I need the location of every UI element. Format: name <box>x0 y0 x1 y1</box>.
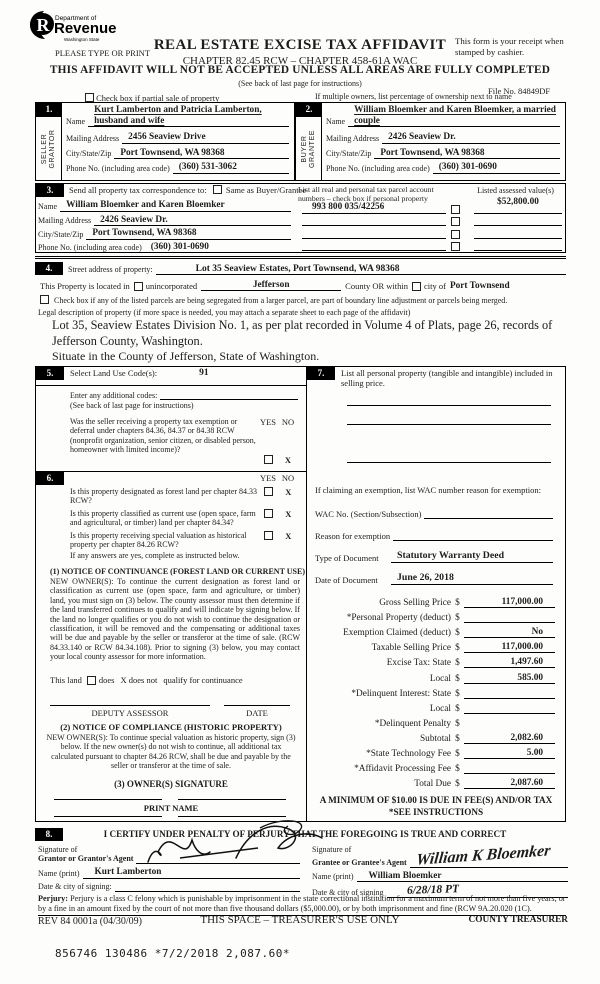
grantee-agent-label: Grantee or Grantee's Agent <box>312 857 407 867</box>
type-or-print-note: PLEASE TYPE OR PRINT <box>55 48 151 58</box>
money-row-total-due <box>315 774 555 789</box>
grantor-name-print-label: Name (print) <box>38 868 80 878</box>
assessed-value-header: Listed assessed value(s) <box>477 186 554 195</box>
svg-text:R: R <box>36 15 50 35</box>
dollar-sign: $ <box>455 628 460 639</box>
buyer-phone-field[interactable]: (360) 301-0690 <box>433 162 560 174</box>
seller-mailing-label: Mailing Address <box>66 133 120 143</box>
logo-brand-text: Revenue <box>54 20 117 37</box>
money-field[interactable] <box>464 703 555 714</box>
buyer-city-field[interactable]: Port Townsend, WA 98368 <box>374 148 560 160</box>
doc-date-label: Date of Document <box>315 574 378 585</box>
s3-name-field[interactable]: William Bloemker and Karen Bloemker <box>60 200 291 212</box>
personal-property-label: List all personal property (tangible and intangible) included in selling price. <box>341 368 553 388</box>
seller-mailing-field[interactable]: 2456 Seaview Drive <box>122 132 289 144</box>
land-use-box <box>35 366 307 822</box>
current-use-yes-checkbox[interactable] <box>264 509 273 518</box>
grantee-signature-field[interactable] <box>410 842 568 869</box>
money-row-exemption <box>315 623 555 638</box>
land-qualify-pre: This land <box>50 675 82 685</box>
money-row-gross <box>315 593 555 608</box>
seller-phone-label: Phone No. (including area code) <box>66 163 170 173</box>
money-row-delinq-local <box>315 699 555 714</box>
s3-city-field[interactable]: Port Townsend, WA 98368 <box>86 228 291 240</box>
grantee-name-print-field[interactable]: William Bloemker <box>357 871 568 883</box>
owner-printname-line-1[interactable] <box>54 816 162 817</box>
reason-exemption-field[interactable] <box>393 531 553 541</box>
exemption-question: Was the seller receiving a property tax exemption or deferral under chapters 84.36, 84.37 or 84.38 RCW (nonprofit organization, senior citizen, or disabled person, homeowner with limited income)? <box>70 417 256 455</box>
doc-type-field[interactable]: Statutory Warranty Deed <box>391 551 553 563</box>
dor-logo <box>28 8 132 53</box>
seller-role-strip <box>36 117 62 180</box>
logo-dept-text: Department of <box>55 15 97 22</box>
does-not-answer: X does not <box>120 675 158 685</box>
logo-state-text: Washington State <box>64 37 100 42</box>
street-address-field[interactable]: Lot 35 Seaview Estates, Port Townsend, WA 98368 <box>156 264 566 276</box>
dollar-sign: $ <box>455 598 460 609</box>
personal-property-field-2[interactable] <box>347 424 551 425</box>
assessed-value-field-2[interactable] <box>474 214 562 227</box>
reason-exemption-label: Reason for exemption <box>315 531 391 541</box>
s5-yes-header: YES <box>259 417 277 427</box>
minimum-fee-note: A MINIMUM OF $10.00 IS DUE IN FEE(S) AND/OR TAX <box>319 795 553 805</box>
money-label: Local <box>429 673 451 684</box>
seller-grantor-box <box>35 102 295 181</box>
dollar-sign: $ <box>455 764 460 775</box>
dollar-sign: $ <box>455 643 460 654</box>
file-number: File No. 84849DF <box>488 86 551 96</box>
if-yes-note: If any answers are yes, complete as instructed below. <box>70 551 240 561</box>
county-field[interactable]: Jefferson <box>201 280 341 291</box>
personal-property-checkbox-2[interactable] <box>451 217 460 226</box>
money-label: *Delinquent Interest: State <box>351 688 451 699</box>
grantee-date-handwriting: 6/28/18 PT <box>406 883 459 897</box>
s3-phone-label: Phone No. (including area code) <box>38 243 142 252</box>
s3-phone-field[interactable]: (360) 301-0690 <box>145 242 291 254</box>
grantee-date-city-label: Date & city of signing <box>312 887 384 897</box>
buyer-role-strip <box>296 117 322 180</box>
dollar-sign: $ <box>455 749 460 760</box>
personal-property-checkbox-3[interactable] <box>451 230 460 239</box>
buyer-mailing-field[interactable]: 2426 Seaview Dr. <box>382 132 560 144</box>
seller-role-line1: SELLER <box>40 133 48 164</box>
personal-property-checkbox-4[interactable] <box>451 242 460 251</box>
dollar-sign: $ <box>455 658 460 669</box>
continuance-title: (1) NOTICE OF CONTINUANCE (FOREST LAND OR CURRENT USE) <box>50 567 305 576</box>
s6-no-header: NO <box>281 473 295 483</box>
segregated-checkbox[interactable] <box>40 295 49 304</box>
money-row-excise-local <box>315 668 555 683</box>
grantee-signature-handwriting: William K Bloemker <box>415 842 552 869</box>
print-name-label: PRINT NAME <box>143 803 199 813</box>
situate-line: Situate in the County of Jefferson, State of Washington. <box>52 349 320 363</box>
dollar-sign: $ <box>455 703 460 714</box>
money-field[interactable] <box>464 718 555 729</box>
section7-number: 7. <box>307 367 335 380</box>
current-use-no-answer: X <box>285 508 292 519</box>
owner-printname-line-2[interactable] <box>178 816 286 817</box>
money-table <box>315 593 555 789</box>
form-subtitle: CHAPTER 82.45 RCW – CHAPTER 458-61A WAC <box>182 55 418 67</box>
dollar-sign: $ <box>455 688 460 699</box>
s5-no-answer: X <box>284 455 292 465</box>
money-label: *State Technology Fee <box>366 749 451 760</box>
assessed-value-field-4[interactable] <box>474 239 562 252</box>
grantor-agent-label: Grantor or Grantor's Agent <box>38 854 134 863</box>
personal-property-field-1[interactable] <box>347 405 551 406</box>
seller-name-field[interactable]: Kurt Lamberton and Patricia Lamberton, husband and wife <box>88 105 289 127</box>
personal-property-box <box>307 366 566 822</box>
grantee-name-print-label: Name (print) <box>312 872 354 881</box>
deputy-assessor-label: DEPUTY ASSESSOR <box>91 708 169 718</box>
money-field[interactable]: 1,497.60 <box>464 657 555 668</box>
money-label: Gross Selling Price <box>379 598 451 609</box>
parcel-number-field-1[interactable]: 993 800 035/42256 <box>302 202 446 214</box>
money-field[interactable]: 2,082.60 <box>464 733 555 744</box>
money-label: Total Due <box>414 779 451 790</box>
s5-no-header: NO <box>281 417 295 427</box>
claiming-exemption-label: If claiming an exemption, list WAC number reason for exemption: <box>315 485 541 495</box>
does-qualify-checkbox[interactable] <box>87 676 96 685</box>
money-row-personal <box>315 608 555 623</box>
county-or-label: County OR within <box>345 281 408 291</box>
parcel-number-field-2[interactable] <box>302 216 446 226</box>
s3-city-label: City/State/Zip <box>38 229 84 239</box>
money-label: *Personal Property (deduct) <box>346 613 451 624</box>
wac-number-field[interactable] <box>424 509 553 519</box>
owner-signature-line-1[interactable] <box>54 799 162 800</box>
compliance-title: (2) NOTICE OF COMPLIANCE (HISTORIC PROPERTY) <box>60 722 282 732</box>
grantee-signature-of-label: Signature of <box>312 845 352 854</box>
buyer-phone-label: Phone No. (including area code) <box>326 163 430 173</box>
warning-line: THIS AFFIDAVIT WILL NOT BE ACCEPTED UNLESS ALL AREAS ARE FULLY COMPLETED <box>49 64 551 76</box>
money-label: *Affidavit Processing Fee <box>354 764 451 775</box>
see-instructions-note: *SEE INSTRUCTIONS <box>388 807 484 817</box>
personal-property-checkbox-1[interactable] <box>451 205 460 214</box>
s3-mailing-field[interactable]: 2426 Seaview Dr. <box>94 215 291 227</box>
land-use-code-value[interactable]: 91 <box>199 368 209 378</box>
buyer-name-field[interactable]: William Bloemker and Karen Bloemker, a married couple <box>348 105 560 127</box>
money-row-taxable <box>315 638 555 653</box>
street-address-label: Street address of property: <box>68 265 153 274</box>
deputy-assessor-signature-line[interactable] <box>50 705 210 706</box>
dollar-sign: $ <box>455 779 460 790</box>
money-field[interactable]: 117,000.00 <box>464 642 555 653</box>
money-field[interactable]: 117,000.00 <box>464 597 555 608</box>
doc-type-label: Type of Document <box>315 552 379 563</box>
money-field[interactable]: 2,087.60 <box>464 778 555 789</box>
money-label: Excise Tax: State <box>386 658 451 669</box>
continuance-text: NEW OWNER(S): To continue the current designation as forest land or classification as current use (open space, farm and agriculture, or timber) land, you must sign on (3) below. The county assessor must then determine if the land transferred continues to qualify and will indicate by signing below. If the land no longer qualifies or you do not wish to continue the designation or classification, it will be removed and the compensating or additional taxes will be due and payable by the seller or transferor at the time of sale. (RCW 84.33.140 or RCW 84.34.108). Prior to signing (3) below, you may contact your local county assessor for more information. <box>50 577 300 662</box>
grantor-date-city-label: Date & city of signing: <box>38 881 112 891</box>
money-row-subtotal <box>315 729 555 744</box>
historical-no-answer: X <box>285 530 292 541</box>
divider-double-rule <box>35 256 566 259</box>
owner-signature-line-2[interactable] <box>178 799 286 800</box>
perjury-paragraph <box>38 894 566 916</box>
money-label: *Delinquent Penalty <box>374 718 451 729</box>
forest-no-answer: X <box>285 487 292 497</box>
seller-role-line2: GRANTOR <box>48 128 56 169</box>
buyer-grantee-box <box>295 102 566 181</box>
property-located-label: This Property is located in <box>40 281 130 291</box>
s3-name-label: Name <box>38 201 58 211</box>
city-checkbox[interactable] <box>412 282 421 291</box>
deputy-date-line[interactable] <box>224 705 290 706</box>
money-field[interactable] <box>464 612 555 623</box>
land-qualify-post: qualify for continuance <box>163 675 243 685</box>
assessed-value-field-1[interactable]: $52,800.00 <box>474 197 562 214</box>
money-field[interactable] <box>464 763 555 774</box>
buyer-role-line2: GRANTEE <box>308 129 316 168</box>
city-of-label: city of <box>423 281 446 291</box>
segregated-label: Check box if any of the listed parcels are being segregated from a larger parcel, are part of boundary line adjustment or parcels being merged. <box>54 296 508 305</box>
section6-number: 6. <box>36 472 64 485</box>
send-correspondence-label: Send all property tax correspondence to: <box>69 185 207 195</box>
section4-number: 4. <box>35 262 63 275</box>
money-field[interactable]: No <box>464 627 555 638</box>
section2-number: 2. <box>296 103 322 117</box>
legal-description-label: Legal description of property (if more space is needed, you may attach a separate sheet to each page of the affidavit) <box>38 308 411 317</box>
seller-phone-field[interactable]: (360) 531-3062 <box>173 162 289 174</box>
tax-correspondence-box <box>35 183 566 253</box>
money-row-processing-fee <box>315 759 555 774</box>
see-back-note: (See back of last page for instructions) <box>238 79 362 88</box>
s6-yes-header: YES <box>259 473 277 483</box>
wac-number-label: WAC No. (Section/Subsection) <box>315 509 422 519</box>
does-label: does <box>98 675 115 685</box>
grantor-name-print-field[interactable]: Kurt Lamberton <box>83 867 300 879</box>
s5-yes-checkbox[interactable] <box>264 455 273 464</box>
money-field[interactable]: 585.00 <box>464 673 555 684</box>
doc-date-field[interactable]: June 26, 2018 <box>391 573 553 585</box>
grantor-signature-of-label: Signature of <box>38 845 78 854</box>
treasurer-space-label: THIS SPACE – TREASURER'S USE ONLY <box>200 914 400 926</box>
perjury-text: Perjury is a class C felony which is punishable by imprisonment in the state correctional institution for a maximum term of not more than five years, or by a fine in an amount fixed by the court of not more than five thousand dollars ($5,000.00), or by both imprisonment and fine (RCW 9A.20.020 (1C). <box>38 894 566 913</box>
parcel-number-field-4[interactable] <box>302 241 446 251</box>
seller-city-label: City/State/Zip <box>66 149 112 158</box>
unincorporated-label: unincorporated <box>145 281 198 291</box>
dollar-sign: $ <box>455 673 460 684</box>
money-row-excise-state <box>315 653 555 668</box>
historical-yes-checkbox[interactable] <box>264 531 273 540</box>
section1-number: 1. <box>36 103 62 117</box>
form-title: REAL ESTATE EXCISE TAX AFFIDAVIT <box>153 37 447 53</box>
money-field[interactable] <box>464 688 555 699</box>
money-field[interactable]: 5.00 <box>464 748 555 759</box>
county-treasurer-label: COUNTY TREASURER <box>468 915 568 925</box>
personal-property-field-3[interactable] <box>347 462 551 463</box>
dor-logo-graphic <box>28 8 132 48</box>
perjury-bold-label: Perjury: <box>38 894 69 903</box>
money-row-delinq-state <box>315 684 555 699</box>
treasurer-stamp: 856746 130486 *7/2/2018 2,087.60* <box>55 947 291 960</box>
same-as-buyer-checkbox[interactable] <box>213 185 222 194</box>
partial-sale-checkbox[interactable] <box>85 93 94 102</box>
money-label: Exemption Claimed (deduct) <box>343 628 451 639</box>
compliance-text: NEW OWNER(S): To continue special valuation as historic property, sign (3) below. If the new owner(s) do not wish to continue, all additional tax calculated pursuant to chapter 84.26 RCW, shall be due and payable by the seller or transferor at the time of sale. <box>46 733 296 771</box>
forest-land-question: Is this property designated as forest land per chapter 84.33 RCW? <box>70 487 258 506</box>
owners-signature-label: (3) OWNER(S) SIGNATURE <box>114 779 228 789</box>
section8-number: 8. <box>35 828 63 841</box>
buyer-mailing-label: Mailing Address <box>326 133 380 143</box>
section3-number: 3. <box>36 184 64 197</box>
seller-city-field[interactable]: Port Townsend, WA 98368 <box>114 148 289 160</box>
multiple-owners-note: If multiple owners, list percentage of ownership next to name <box>315 92 512 101</box>
dollar-sign: $ <box>455 733 460 744</box>
buyer-city-label: City/State/Zip <box>326 149 372 158</box>
rev-form-number: REV 84 0001a (04/30/09) <box>38 916 142 927</box>
receipt-note: This form is your receipt when stamped by cashier. <box>455 36 564 57</box>
seller-name-label: Name <box>66 117 86 126</box>
certify-statement: I CERTIFY UNDER PENALTY OF PERJURY THAT THE FOREGOING IS TRUE AND CORRECT <box>103 829 507 839</box>
forest-yes-checkbox[interactable] <box>264 487 273 496</box>
same-as-buyer-label: Same as Buyer/Grantee <box>225 185 307 195</box>
grantor-signature-scribble <box>140 818 330 868</box>
s3-mailing-label: Mailing Address <box>38 216 92 225</box>
see-back-instructions: (See back of last page for instructions) <box>70 401 194 410</box>
dollar-sign: $ <box>455 718 460 729</box>
partial-sale-label: Check box if partial sale of property <box>96 93 220 103</box>
section5-number: 5. <box>36 367 64 380</box>
city-name-value: Port Townsend <box>449 281 510 291</box>
assessed-value-field-3[interactable] <box>474 226 562 239</box>
additional-codes-field[interactable] <box>160 390 298 400</box>
money-label: Taxable Selling Price <box>371 643 451 654</box>
buyer-role-line1: BUYER <box>300 134 308 163</box>
buyer-name-label: Name <box>326 117 346 126</box>
money-row-delinq-penalty <box>315 714 555 729</box>
current-use-question: Is this property classified as current use (open space, farm and agricultural, or timber) land per chapter 84.34? <box>70 508 256 528</box>
unincorporated-checkbox[interactable] <box>134 282 143 291</box>
money-label: Subtotal <box>420 733 451 744</box>
divider <box>36 385 306 386</box>
date-label: DATE <box>246 708 268 718</box>
land-use-code-label: Select Land Use Code(s): <box>70 368 158 378</box>
additional-codes-label: Enter any additional codes: <box>70 391 158 400</box>
parcel-numbers-header: List all real and personal tax parcel account numbers – check box if personal property <box>298 185 434 203</box>
divider <box>36 471 306 472</box>
historical-question: Is this property receiving special valuation as historical property per chapter 84.26 RCW? <box>70 530 247 550</box>
money-row-tech-fee <box>315 744 555 759</box>
money-label: Local <box>429 703 451 714</box>
dollar-sign: $ <box>455 613 460 624</box>
legal-description-value: Lot 35, Seaview Estates Division No. 1, as per plat recorded in Volume 4 of Plats, page 26, records of Jefferson County, Washington. <box>52 318 553 348</box>
grantor-date-city-field[interactable] <box>115 882 300 892</box>
parcel-number-field-3[interactable] <box>302 229 446 239</box>
